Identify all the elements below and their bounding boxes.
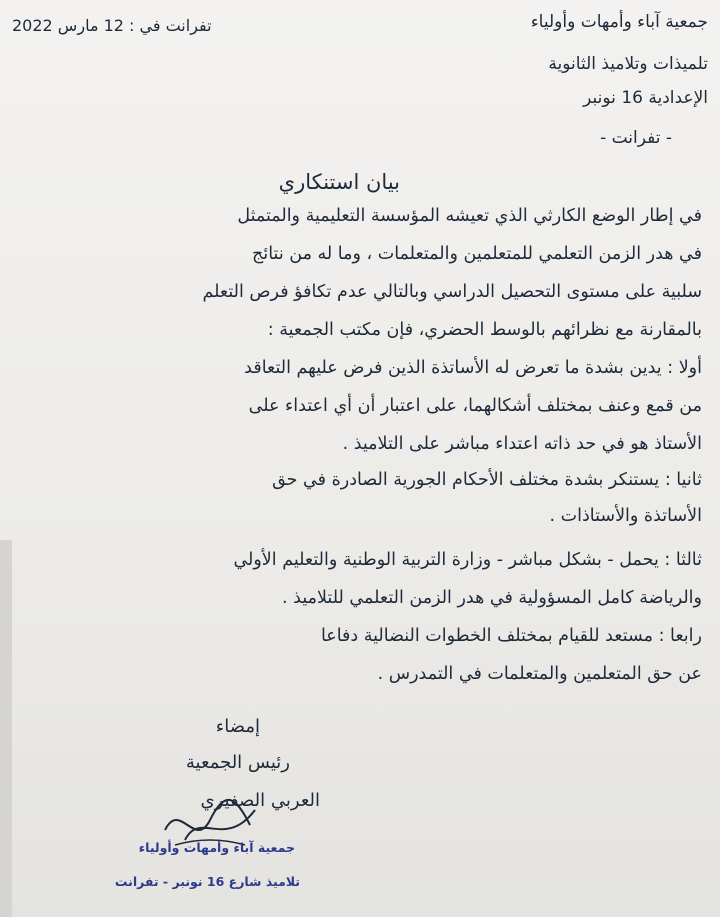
- body-line-1: في إطار الوضع الكارثي الذي تعيشه المؤسسة التعليمية والمتمثل: [237, 206, 702, 226]
- org-line-4: - تفرانت -: [600, 128, 672, 148]
- body-line-3: سلبية على مستوى التحصيل الدراسي وبالتالي عدم تكافؤ فرص التعلم: [202, 282, 702, 302]
- president-name: العربي الصفيري: [200, 790, 320, 811]
- body-line-10: ثالثا : يحمل - بشكل مباشر - وزارة التربية الوطنية والتعليم الأولي: [233, 550, 702, 570]
- org-line-2: تلميذات وتلاميذ الثانوية: [548, 54, 708, 74]
- president-role: رئيس الجمعية: [185, 752, 290, 773]
- body-line-11: والرياضة كامل المسؤولية في هدر الزمن التعلمي للتلاميذ .: [282, 588, 702, 608]
- stamp-line-1: جمعية آباء وأمهات وأولياء: [138, 840, 295, 855]
- body-line-4: بالمقارنة مع نظرائهم بالوسط الحضري، فإن مكتب الجمعية :: [267, 320, 702, 340]
- body-line-8: ثانيا : يستنكر بشدة مختلف الأحكام الجورية الصادرة في حق: [272, 470, 702, 490]
- body-line-7: الأستاذ هو في حد ذاته اعتداء مباشر على التلاميذ .: [342, 434, 702, 454]
- letter-date: تفرانت في : 12 مارس 2022: [12, 16, 212, 35]
- org-line-3: الإعدادية 16 نونبر: [583, 88, 708, 108]
- letter-title: بيان استنكاري: [278, 170, 400, 194]
- org-line-1: جمعية آباء وأمهات وأولياء: [530, 12, 708, 32]
- body-line-12: رابعا : مستعد للقيام بمختلف الخطوات النضالية دفاعا: [320, 626, 702, 646]
- body-line-13: عن حق المتعلمين والمتعلمات في التمدرس .: [377, 664, 702, 684]
- body-line-5: أولا : يدين بشدة ما تعرض له الأساتذة الذين فرض عليهم التعاقد: [244, 358, 702, 378]
- body-line-9: الأساتذة والأستاذات .: [549, 506, 702, 526]
- page-edge: [0, 540, 12, 917]
- signature-label: إمضاء: [215, 716, 260, 737]
- stamp-line-2: تلاميذ شارع 16 نونبر - تفرانت: [114, 874, 300, 889]
- body-line-6: من قمع وعنف بمختلف أشكالهما، على اعتبار أن أي اعتداء على: [248, 396, 702, 416]
- body-line-2: في هدر الزمن التعلمي للمتعلمين والمتعلمات ، وما له من نتائج: [252, 244, 702, 264]
